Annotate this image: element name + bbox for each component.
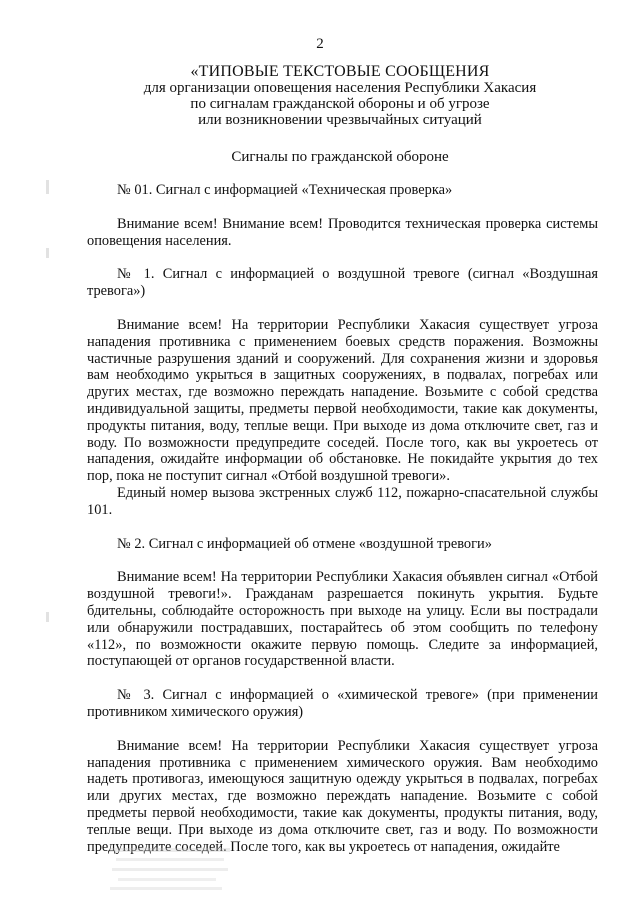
scan-margin-mark (46, 612, 49, 622)
signal-text-3: Внимание всем! На территории Республики Хакасия существует угроза нападения противника с применением химического оружия. Вам необходимо надеть противогаз, имеющуюся защитную одежду укрыться в подвалах, погребах или других местах, где возможно переждать нападение. Возьмите с собой предметы первой необходимости, такие как документы, продукты питания, воду, теплые вещи. При выходе из дома отключите свет, газ и воду. По возможности предупредите соседей. После того, как вы укроетесь от нападения, ожидайте (87, 737, 598, 855)
document-title-block (80, 64, 600, 128)
signal-text-01: Внимание всем! Внимание всем! Проводится техническая проверка системы оповещения населения. (87, 215, 598, 249)
document-subtitle-line-1: для организации оповещения населения Республики Хакасия (143, 80, 537, 96)
signal-text-2: Внимание всем! На территории Республики Хакасия объявлен сигнал «Отбой воздушной тревоги!». Гражданам разрешается покинуть укрытия. Будьте бдительны, соблюдайте осторожность при выходе на улицу. Если вы пострадали или обнаружили пострадавших, постарайтесь об этом сообщить по телефону «112», по возможности окажите первую помощь. Следите за информацией, поступающей от органов государственной власти. (87, 569, 598, 670)
document-title: «ТИПОВЫЕ ТЕКСТОВЫЕ СООБЩЕНИЯ (190, 63, 490, 80)
page-number: 2 (316, 36, 324, 52)
emergency-numbers: Единый номер вызова экстренных служб 112, пожарно-спасательной службы 101. (87, 484, 598, 518)
signal-heading-2: № 2. Сигнал с информацией об отмене «воздушной тревоги» (117, 535, 492, 552)
signal-heading-3: № 3. Сигнал с информацией о «химической тревоге» (при применении противником химического оружия) (87, 687, 598, 720)
section-title: Сигналы по гражданской обороне (231, 149, 449, 165)
faint-stamp-mark (108, 842, 238, 894)
signal-heading-01: № 01. Сигнал с информацией «Техническая проверка» (117, 182, 453, 198)
scan-margin-mark (46, 248, 49, 258)
document-subtitle-line-2: по сигналам гражданской обороны и об угрозе (190, 96, 490, 112)
signal-text-1: Внимание всем! На территории Республики Хакасия существует угроза нападения противника с применением боевых средств поражения. Возможны частичные разрушения зданий и сооружений. Для сохранения жизни и здоровья вам необходимо укрыться в защитных сооружениях, в подвалах, погребах или других местах, где возможно переждать нападение. Возьмите с собой средства индивидуальной защиты, предметы первой необходимости, такие как документы, продукты питания, воду, теплые вещи. При выходе из дома отключите свет, газ и воду. По возможности предупредите соседей. После того, как вы укроетесь от нападения, ожидайте информации об обстановке. Не покидайте укрытия до тех пор, пока не поступит сигнал «Отбой воздушной тревоги». (87, 316, 598, 485)
scan-margin-mark (46, 180, 49, 194)
document-body (87, 176, 598, 855)
signal-heading-1: № 1. Сигнал с информацией о воздушной тревоге (сигнал «Воздушная тревога») (87, 266, 598, 300)
document-subtitle-line-3: или возникновении чрезвычайных ситуаций (198, 112, 482, 128)
